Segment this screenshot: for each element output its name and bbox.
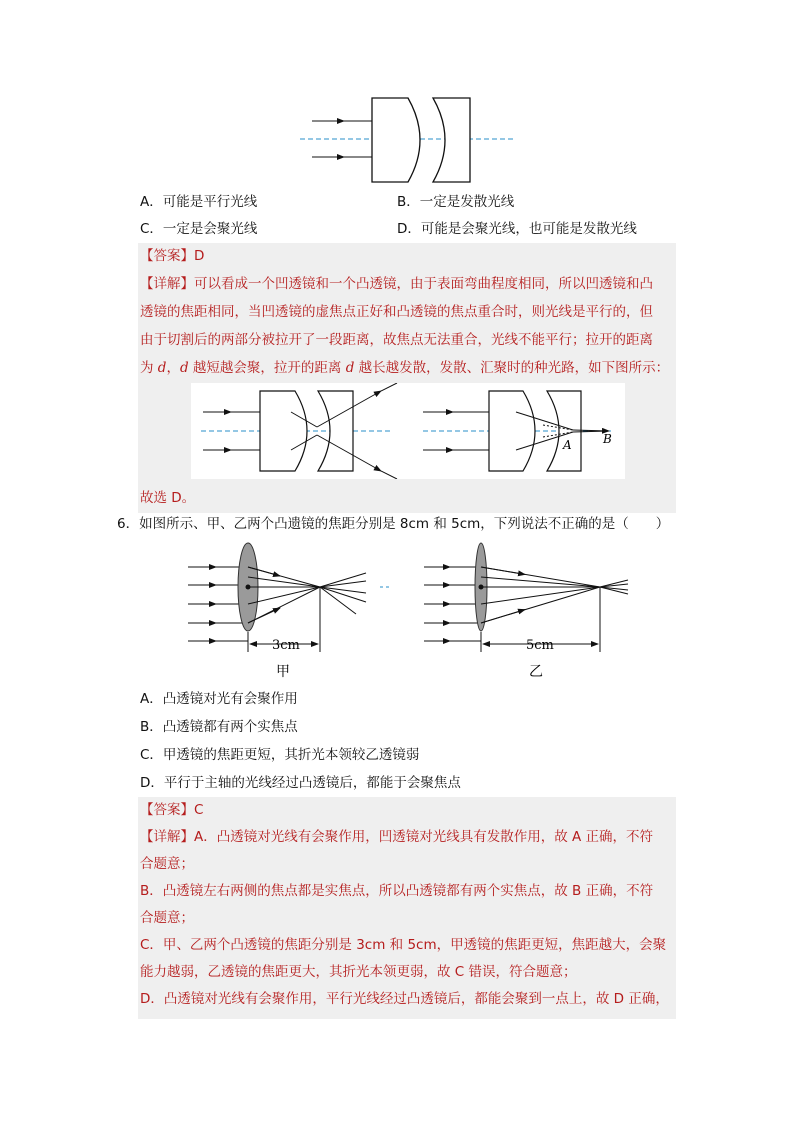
focus-label-a: A	[563, 438, 572, 452]
detail-tag: 【详解】	[140, 276, 194, 292]
refracted-ray	[248, 577, 320, 587]
conclusion: 故选 D。	[140, 490, 196, 506]
detail-tag: 【详解】	[140, 829, 194, 845]
convex-half-lens	[372, 98, 420, 182]
dimension-label: 3cm	[272, 638, 300, 653]
option-d: D．平行于主轴的光线经过凸透镜后，都能于会聚焦点	[140, 775, 461, 791]
detail-line: 合题意；	[140, 910, 194, 926]
lens-caption-yi: 乙	[529, 664, 543, 680]
answer-value: C	[194, 802, 204, 818]
option-c: C．甲透镜的焦距更短，其折光本领较乙透镜弱	[140, 747, 420, 763]
lens-jia-group	[188, 543, 390, 680]
focus-label-b: B	[603, 432, 612, 446]
detail-line: D．凸透镜对光线有会聚作用，平行光线经过凸透镜后，都能会聚到一点上，故 D 正确，	[140, 991, 669, 1007]
question-stem: 6．如图所示、甲、乙两个凸遗镜的焦距分别是 8cm 和 5cm，下列说法不正确的是（ ）	[117, 516, 670, 532]
detail-line: B．凸透镜左右两侧的焦点都是实焦点，所以凸透镜都有两个实焦点，故 B 正确，不符	[140, 883, 654, 899]
lens-yi-group	[424, 543, 628, 680]
detail-line: 【详解】A．凸透镜对光线有会聚作用，凹透镜对光线具有发散作用，故 A 正确，不符	[140, 829, 654, 845]
concave-half-lens	[433, 98, 470, 182]
answer-tag: 【答案】	[140, 248, 194, 264]
answer-line	[140, 246, 204, 266]
light-path-figure	[191, 383, 625, 479]
detail-line: C．甲、乙两个凸透镜的焦距分别是 3cm 和 5cm，甲透镜的焦距更短，焦距越大，会聚	[140, 937, 667, 953]
convex-lens-figure	[180, 540, 630, 680]
refracted-ray	[481, 577, 600, 587]
lens-pair-figure	[296, 94, 516, 186]
detail-line: 【详解】可以看成一个凹透镜和一个凸透镜，由于表面弯曲程度相同，所以凹透镜和凸	[140, 276, 653, 292]
answer-line	[140, 800, 203, 820]
option-b: B．凸透镜都有两个实焦点	[140, 719, 298, 735]
detail-line: 合题意；	[140, 856, 194, 872]
refracted-ray	[481, 587, 600, 604]
refracted-ray	[481, 610, 525, 624]
distance-var: d	[179, 360, 189, 376]
convex-half-lens	[489, 391, 535, 471]
distance-var: d	[157, 360, 167, 376]
refracted-ray	[481, 567, 525, 575]
diverging-ray	[381, 471, 397, 479]
detail-line: 能力越弱，乙透镜的焦距更大，其折光本领更弱，故 C 错误，符合题意；	[140, 964, 577, 980]
answer-tag: 【答案】	[140, 802, 194, 818]
dimension-label: 5cm	[526, 638, 554, 653]
detail-line: 由于切割后的两部分被拉开了一段距离，故焦点无法重合，光线不能平行；拉开的距离	[140, 332, 653, 348]
option-b: B．一定是发散光线	[397, 194, 515, 210]
outgoing-ray	[320, 581, 366, 587]
outgoing-ray	[320, 587, 366, 602]
convex-half-lens	[260, 391, 307, 471]
distance-var: d	[345, 360, 355, 376]
option-a: A．可能是平行光线	[140, 194, 258, 210]
outgoing-ray	[320, 573, 366, 587]
option-c: C．一定是会聚光线	[140, 221, 258, 237]
detail-line: 为 d，d 越短越会聚，拉开的距离 d 越长越发散，发散、汇聚时的种光路，如下图所示：	[140, 360, 670, 376]
refracted-ray	[248, 587, 320, 604]
answer-value: D	[194, 248, 205, 264]
option-d: D．可能是会聚光线，也可能是发散光线	[397, 221, 637, 237]
detail-line: 透镜的焦距相同，当凹透镜的虚焦点正好和凸透镜的焦点重合时，则光线是平行的，但	[140, 304, 653, 320]
option-a: A．凸透镜对光有会聚作用	[140, 691, 298, 707]
diverging-ray	[381, 383, 397, 391]
lens-caption-jia: 甲	[276, 664, 290, 680]
